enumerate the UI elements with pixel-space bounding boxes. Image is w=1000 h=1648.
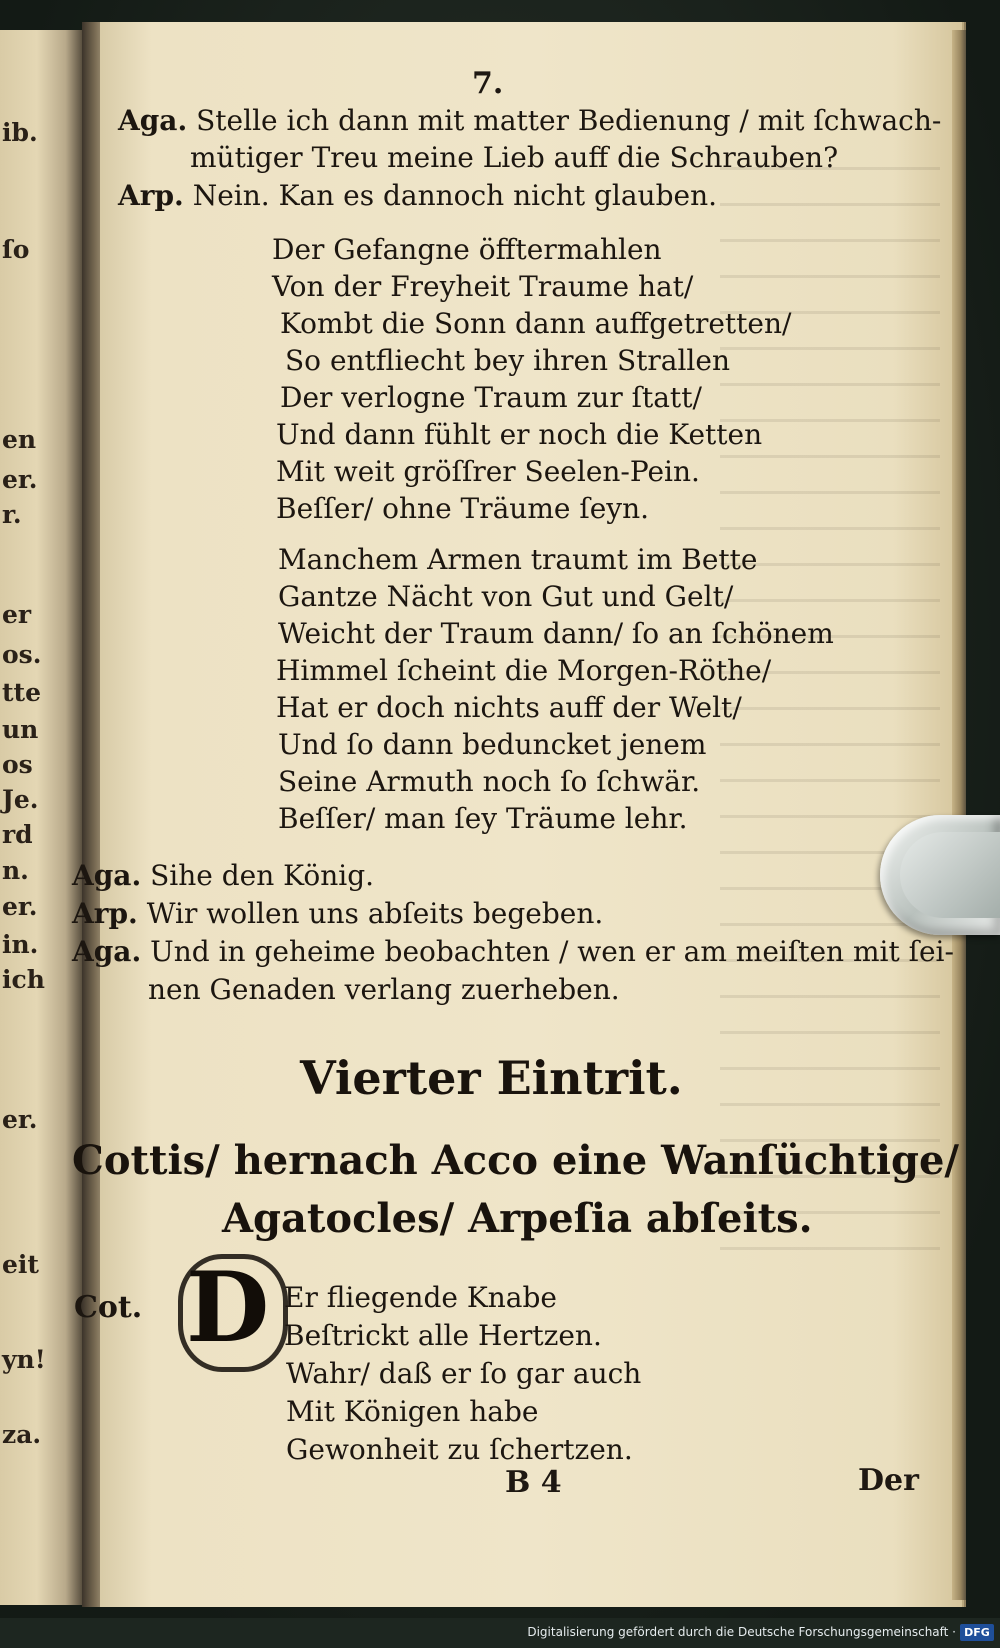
left-page-fragment: za. bbox=[2, 1420, 42, 1449]
left-page-fragment: in. bbox=[2, 930, 39, 959]
dialogue-line: mütiger Treu meine Lieb auff die Schrauben? bbox=[190, 141, 839, 174]
dfg-logo-icon: DFG bbox=[960, 1624, 994, 1641]
left-page-fragment: er. bbox=[2, 1105, 38, 1134]
speaker-label: Cot. bbox=[74, 1290, 143, 1325]
left-page-fragment: os bbox=[2, 750, 33, 779]
left-page-fragment: ich bbox=[2, 965, 45, 994]
verse-line: Der Gefangne öfftermahlen bbox=[272, 233, 662, 266]
dialogue-text: Und in geheime beobachten / wen er am meiſten mit ſei- bbox=[150, 935, 954, 968]
dialogue-line bbox=[72, 934, 954, 970]
left-page-fragment: un bbox=[2, 715, 39, 744]
signature-mark: B 4 bbox=[505, 1465, 562, 1500]
left-page-fragment: Je. bbox=[2, 785, 39, 814]
funding-notice: Digitalisierung gefördert durch die Deutsche Forschungsgemeinschaft · bbox=[527, 1625, 956, 1639]
dialogue-line: nen Genaden verlang zuerheben. bbox=[148, 973, 620, 1006]
left-page-fragment: n. bbox=[2, 856, 29, 885]
left-page-fragment: en bbox=[2, 425, 37, 454]
verse-line: Hat er doch nichts auff der Welt/ bbox=[276, 691, 742, 724]
verse-line: Manchem Armen traumt im Bette bbox=[278, 543, 758, 576]
left-page-fragment: r. bbox=[2, 500, 22, 529]
verse-line: Und ſo dann beduncket jenem bbox=[278, 728, 707, 761]
dialogue-text: Nein. Kan es dannoch nicht glauben. bbox=[192, 179, 718, 212]
left-page-fragment: er. bbox=[2, 892, 38, 921]
page-number: 7. bbox=[472, 66, 504, 101]
dialogue-text: Stelle ich dann mit matter Bedienung / mit ſchwach- bbox=[196, 104, 942, 137]
left-page-fragment: er bbox=[2, 600, 32, 629]
dialogue-line bbox=[118, 178, 717, 214]
verse-line: Seine Armuth noch ſo ſchwär. bbox=[278, 765, 701, 798]
speaker-label: Arp. bbox=[72, 897, 138, 930]
scene-cast-line: Agatocles/ Arpeſia abſeits. bbox=[222, 1195, 813, 1242]
speaker-label: Aga. bbox=[72, 935, 142, 968]
page-clip-inner bbox=[900, 832, 1000, 918]
verse-line: Mit Königen habe bbox=[286, 1395, 539, 1428]
verse-line: Beſtrickt alle Hertzen. bbox=[284, 1319, 602, 1352]
dialogue-text: Wir wollen uns abſeits begeben. bbox=[146, 897, 604, 930]
initial-letter: D bbox=[186, 1251, 270, 1364]
dialogue-line bbox=[72, 858, 374, 894]
scene-cast-line: Cottis/ hernach Acco eine Wanſüchtige/ bbox=[72, 1137, 960, 1184]
verse-line: Gantze Nächt von Gut und Gelt/ bbox=[278, 580, 734, 613]
verse-line: Himmel ſcheint die Morgen-Röthe/ bbox=[276, 654, 772, 687]
verse-line: Er fliegende Knabe bbox=[284, 1281, 557, 1314]
left-page-fragment: eit bbox=[2, 1250, 39, 1279]
initial-ornament-icon bbox=[178, 1254, 288, 1372]
dialogue-line bbox=[118, 103, 941, 139]
speaker-label: Arp. bbox=[118, 179, 184, 212]
verse-line: Gewonheit zu ſchertzen. bbox=[286, 1433, 633, 1466]
left-page-fragment: rd bbox=[2, 820, 33, 849]
verse-line: Beſſer/ man ſey Träume lehr. bbox=[278, 802, 688, 835]
verse-line: Von der Freyheit Traume hat/ bbox=[272, 270, 694, 303]
speaker-label: Aga. bbox=[72, 859, 142, 892]
dialogue-line bbox=[72, 896, 603, 932]
verse-line: Kombt die Sonn dann auffgetretten/ bbox=[280, 307, 792, 340]
left-page-fragment: yn! bbox=[2, 1345, 46, 1374]
catchword: Der bbox=[858, 1463, 919, 1498]
left-page-fragment: er. bbox=[2, 465, 38, 494]
verse-line: Der verlogne Traum zur ſtatt/ bbox=[280, 381, 702, 414]
verse-line: Weicht der Traum dann/ ſo an ſchönem bbox=[278, 617, 834, 650]
verse-line: Mit weit gröſſrer Seelen-Pein. bbox=[276, 455, 700, 488]
verse-line: Wahr/ daß er ſo gar auch bbox=[286, 1357, 642, 1390]
verse-line: So entfliecht bey ihren Strallen bbox=[285, 344, 730, 377]
left-page-fragment: os. bbox=[2, 640, 42, 669]
scene-heading: Vierter Eintrit. bbox=[300, 1051, 683, 1105]
verse-line: Beſſer/ ohne Träume ſeyn. bbox=[276, 492, 650, 525]
ornamental-initial bbox=[186, 1251, 270, 1364]
left-page-fragment: ſo bbox=[2, 235, 30, 264]
left-page-edge bbox=[0, 30, 82, 1605]
left-page-fragment: tte bbox=[2, 678, 42, 707]
verse-line: Und dann fühlt er noch die Ketten bbox=[276, 418, 763, 451]
speaker-label: Aga. bbox=[118, 104, 188, 137]
left-page-fragment: ib. bbox=[2, 118, 38, 147]
dialogue-text: Sihe den König. bbox=[150, 859, 375, 892]
